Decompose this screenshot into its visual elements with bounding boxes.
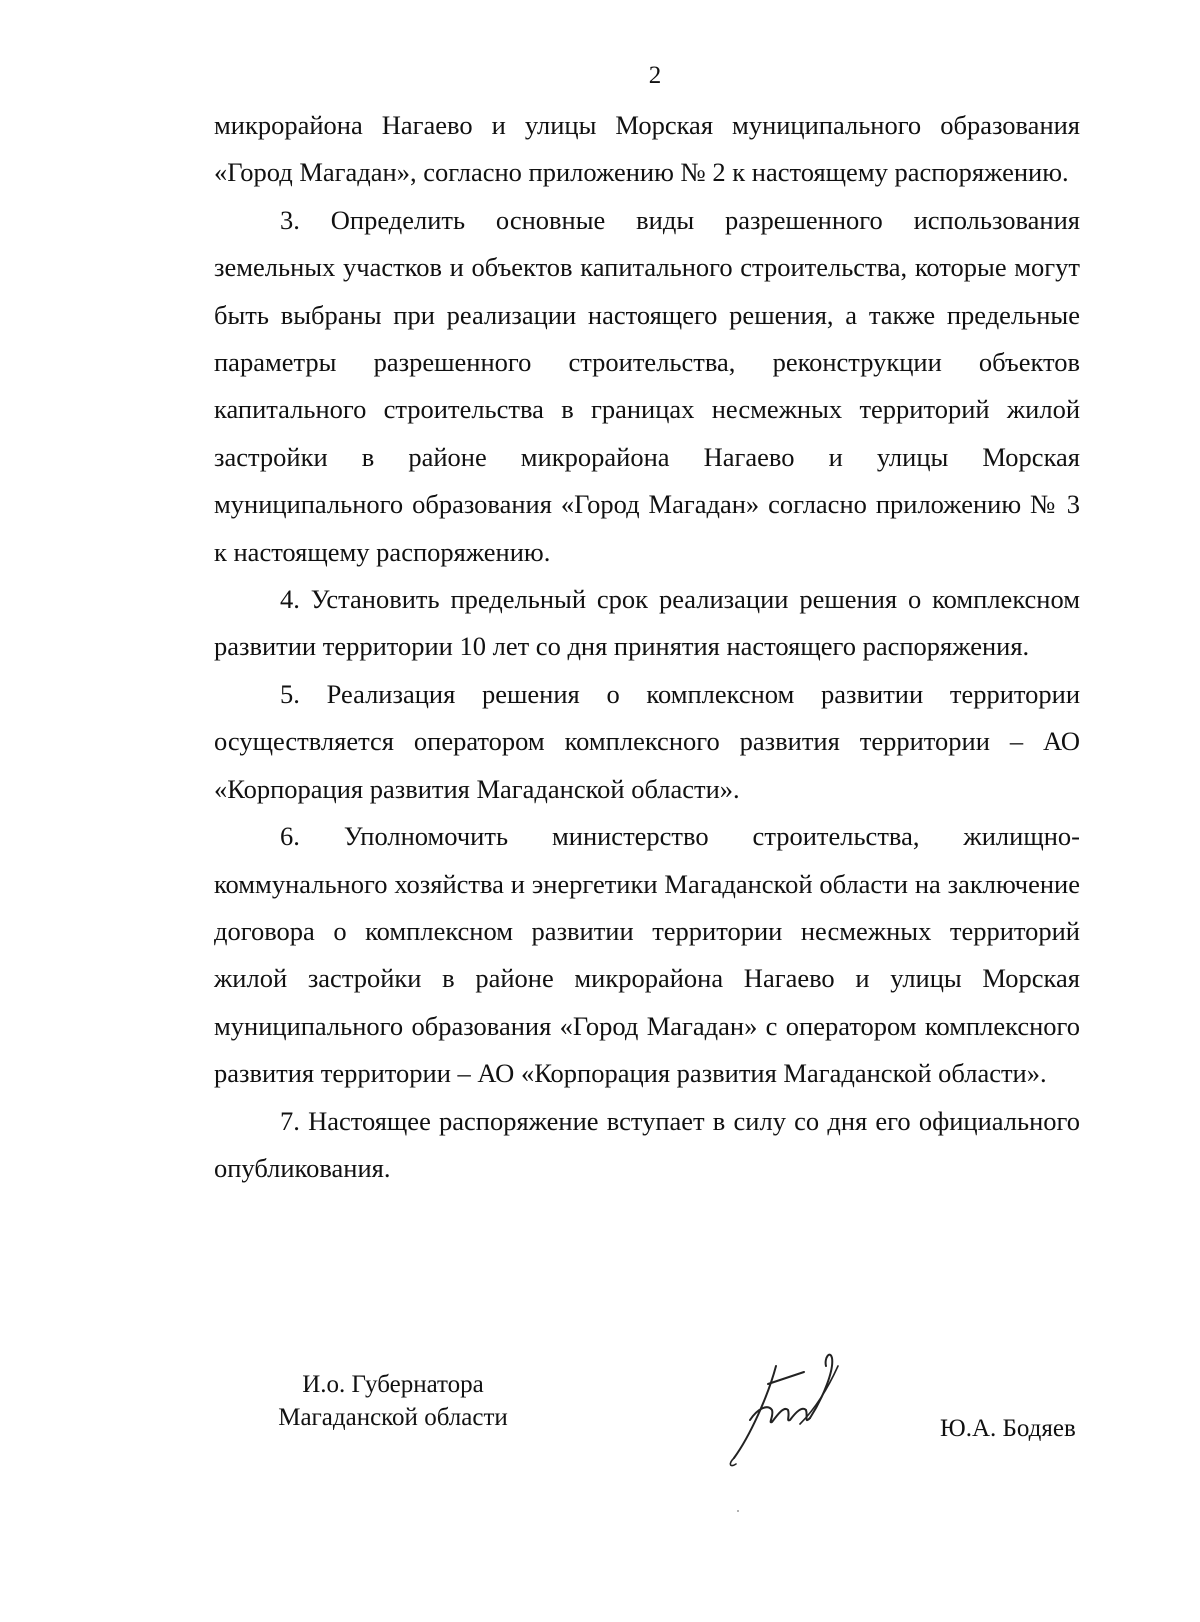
signatory-title-line2: Магаданской области [278,1404,508,1431]
page-number: 2 [648,62,662,89]
paragraph-item-7: 7. Настоящее распоряжение вступает в силу со дня его официального опубликования. [214,1105,1080,1183]
paragraph-item-5: 5. Реализация решения о комплексном развитии территории осуществляется оператором комплексного развития территории – АО «Корпорация развития Магаданской области». [214,678,1080,804]
signatory-title-line1: И.о. Губернатора [302,1371,484,1398]
paragraph-item-6: 6. Уполномочить министерство строительства, жилищно-коммунального хозяйства и энергетики Магаданской области на заключение договора о комплексном развитии территории несмежных территорий жилой застройки в районе микрорайона Нагаево и улицы Морская муниципального образования «Город Магадан» с оператором комплексного развития территории – АО «Корпорация развития Магаданской области». [214,821,1080,1089]
document-body [214,102,1080,1192]
scan-speck [737,1510,739,1512]
signature-block [0,1368,1200,1488]
signatory-name: Ю.А. Бодяев [940,1415,1076,1442]
handwritten-signature [728,1336,868,1476]
paragraph-item-4: 4. Установить предельный срок реализации решения о комплексном развитии территории 10 лет со дня принятия настоящего распоряжения. [214,584,1080,662]
signatory-title [268,1368,518,1434]
paragraph-continuation: микрорайона Нагаево и улицы Морская муниципального образования «Город Магадан», согласно приложению № 2 к настоящему распоряжению. [214,110,1080,188]
paragraph-item-3: 3. Определить основные виды разрешенного использования земельных участков и объектов капитального строительства, которые могут быть выбраны при реализации настоящего решения, а также предельные параметры разрешенного строительства, реконструкции объектов капитального строительства в границах несмежных территорий жилой застройки в районе микрорайона Нагаево и улицы Морская муниципального образования «Город Магадан» согласно приложению № 3 к настоящему распоряжению. [214,204,1080,567]
